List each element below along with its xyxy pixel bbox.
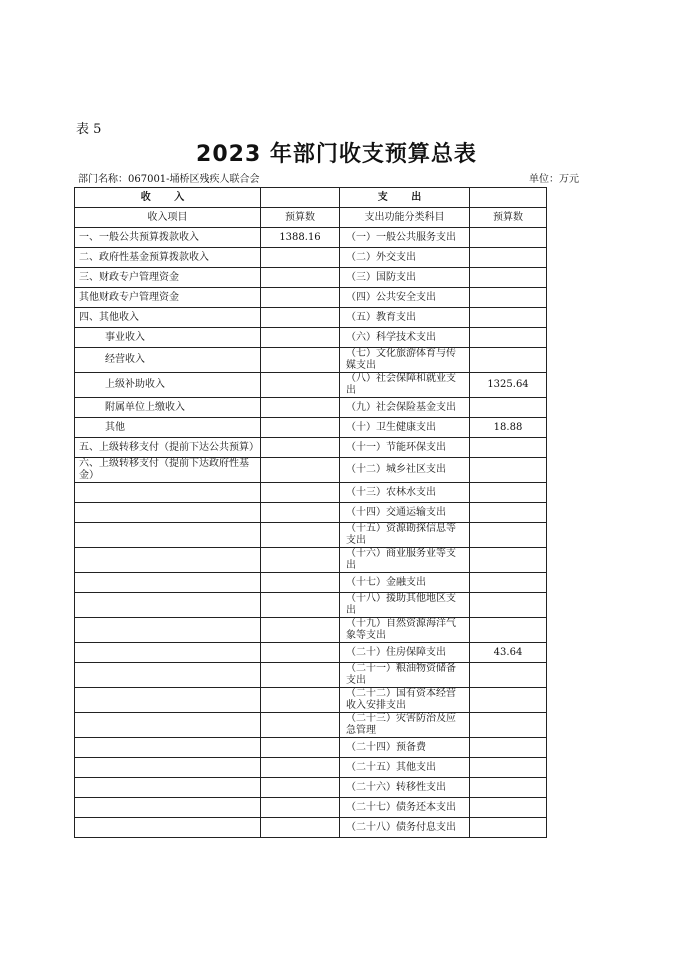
income-amount-cell: 1388.16 [261, 228, 340, 248]
income-amount-cell [261, 268, 340, 288]
income-item-cell [75, 818, 261, 838]
expense-item-header: 支出功能分类科目 [340, 208, 470, 228]
expense-header: 支 出 [340, 188, 470, 208]
header-blank [261, 188, 340, 208]
expense-amount-cell [470, 573, 547, 593]
table-row [75, 373, 547, 398]
income-amount-cell [261, 373, 340, 398]
expense-amount-cell [470, 778, 547, 798]
income-item-cell [75, 523, 261, 548]
expense-item-cell: （二十六）转移性支出 [340, 778, 470, 798]
income-amount-cell [261, 348, 340, 373]
table-row [75, 268, 547, 288]
income-amount-cell [261, 738, 340, 758]
expense-amount-cell [470, 438, 547, 458]
income-item-cell [75, 483, 261, 503]
expense-amount-cell [470, 738, 547, 758]
expense-amount-cell [470, 268, 547, 288]
income-amount-cell [261, 328, 340, 348]
table-row [75, 643, 547, 663]
income-item-cell: 三、财政专户管理资金 [75, 268, 261, 288]
income-amount-cell [261, 663, 340, 688]
income-amount-cell [261, 288, 340, 308]
expense-amount-cell [470, 593, 547, 618]
expense-item-cell: （十六）商业服务业等支出 [340, 548, 470, 573]
income-item-cell [75, 758, 261, 778]
table-number: 表 5 [76, 122, 102, 137]
expense-item-cell: （二十四）预备费 [340, 738, 470, 758]
income-item-cell [75, 778, 261, 798]
income-item-cell [75, 798, 261, 818]
expense-amount-cell [470, 713, 547, 738]
income-item-cell [75, 738, 261, 758]
table-row [75, 438, 547, 458]
income-item-cell [75, 618, 261, 643]
income-item-cell: 一、一般公共预算拨款收入 [75, 228, 261, 248]
income-item-cell: 经营收入 [75, 348, 261, 373]
table-row [75, 288, 547, 308]
income-amount-cell [261, 593, 340, 618]
expense-item-cell: （一）一般公共服务支出 [340, 228, 470, 248]
income-item-cell [75, 548, 261, 573]
expense-amount-cell: 1325.64 [470, 373, 547, 398]
table-row [75, 248, 547, 268]
income-item-cell: 六、上级转移支付（提前下达政府性基金） [75, 458, 261, 483]
expense-amount-cell [470, 688, 547, 713]
income-amount-cell [261, 458, 340, 483]
income-item-cell [75, 593, 261, 618]
expense-item-cell: （十一）节能环保支出 [340, 438, 470, 458]
expense-item-cell: （十九）自然资源海洋气象等支出 [340, 618, 470, 643]
table-row [75, 483, 547, 503]
expense-amount-cell [470, 548, 547, 573]
expense-amount-cell [470, 798, 547, 818]
table-row [75, 548, 547, 573]
income-item-cell [75, 688, 261, 713]
income-amount-cell [261, 758, 340, 778]
table-row [75, 758, 547, 778]
expense-amount-cell [470, 503, 547, 523]
income-amount-cell [261, 308, 340, 328]
expense-item-cell: （十七）金融支出 [340, 573, 470, 593]
table-row [75, 573, 547, 593]
expense-item-cell: （五）教育支出 [340, 308, 470, 328]
table-row [75, 618, 547, 643]
income-item-cell [75, 573, 261, 593]
income-amount-header: 预算数 [261, 208, 340, 228]
expense-amount-cell [470, 288, 547, 308]
income-item-cell [75, 713, 261, 738]
expense-item-cell: （十八）援助其他地区支出 [340, 593, 470, 618]
expense-item-cell: （二十一）粮油物资储备支出 [340, 663, 470, 688]
expense-item-cell: （二十五）其他支出 [340, 758, 470, 778]
income-item-cell: 事业收入 [75, 328, 261, 348]
unit-label: 单位：万元 [529, 174, 579, 185]
income-item-cell: 二、政府性基金预算拨款收入 [75, 248, 261, 268]
expense-amount-cell [470, 248, 547, 268]
income-item-cell: 五、上级转移支付（提前下达公共预算） [75, 438, 261, 458]
income-header: 收 入 [75, 188, 261, 208]
table-row [75, 778, 547, 798]
table-row [75, 688, 547, 713]
income-item-cell: 附属单位上缴收入 [75, 398, 261, 418]
header-blank [470, 188, 547, 208]
income-item-header: 收入项目 [75, 208, 261, 228]
table-row [75, 348, 547, 373]
income-item-cell [75, 663, 261, 688]
table-row [75, 308, 547, 328]
income-amount-cell [261, 688, 340, 713]
table-row [75, 228, 547, 248]
expense-item-cell: （十五）资源勘探信息等支出 [340, 523, 470, 548]
income-amount-cell [261, 398, 340, 418]
subheader-row [75, 208, 547, 228]
expense-item-cell: （十）卫生健康支出 [340, 418, 470, 438]
income-amount-cell [261, 713, 340, 738]
table-row [75, 798, 547, 818]
expense-item-cell: （八）社会保障和就业支出 [340, 373, 470, 398]
expense-amount-cell [470, 523, 547, 548]
expense-amount-cell [470, 618, 547, 643]
table-row [75, 418, 547, 438]
income-item-cell [75, 643, 261, 663]
expense-item-cell: （二十二）国有资本经营收入安排支出 [340, 688, 470, 713]
income-amount-cell [261, 643, 340, 663]
expense-amount-cell [470, 328, 547, 348]
income-amount-cell [261, 523, 340, 548]
expense-item-cell: （二十八）债务付息支出 [340, 818, 470, 838]
expense-amount-cell [470, 308, 547, 328]
page-title: 2023 年部门收支预算总表 [196, 142, 477, 167]
table-row [75, 523, 547, 548]
expense-item-cell: （二）外交支出 [340, 248, 470, 268]
income-item-cell [75, 503, 261, 523]
income-amount-cell [261, 618, 340, 643]
income-amount-cell [261, 573, 340, 593]
income-amount-cell [261, 798, 340, 818]
table-row [75, 593, 547, 618]
expense-amount-cell [470, 228, 547, 248]
expense-item-cell: （四）公共安全支出 [340, 288, 470, 308]
income-amount-cell [261, 418, 340, 438]
expense-amount-cell [470, 663, 547, 688]
expense-item-cell: （六）科学技术支出 [340, 328, 470, 348]
table-row [75, 713, 547, 738]
expense-amount-cell: 43.64 [470, 643, 547, 663]
expense-item-cell: （七）文化旅游体育与传媒支出 [340, 348, 470, 373]
expense-item-cell: （二十七）债务还本支出 [340, 798, 470, 818]
expense-amount-header: 预算数 [470, 208, 547, 228]
expense-item-cell: （十三）农林水支出 [340, 483, 470, 503]
expense-amount-cell [470, 758, 547, 778]
income-item-cell: 上级补助收入 [75, 373, 261, 398]
income-item-cell: 四、其他收入 [75, 308, 261, 328]
income-item-cell: 其他财政专户管理资金 [75, 288, 261, 308]
table-row [75, 328, 547, 348]
expense-amount-cell [470, 398, 547, 418]
table-row [75, 818, 547, 838]
income-amount-cell [261, 818, 340, 838]
expense-item-cell: （九）社会保险基金支出 [340, 398, 470, 418]
table-row [75, 458, 547, 483]
expense-item-cell: （二十三）灾害防治及应急管理 [340, 713, 470, 738]
table-row [75, 663, 547, 688]
expense-item-cell: （十四）交通运输支出 [340, 503, 470, 523]
expense-item-cell: （十二）城乡社区支出 [340, 458, 470, 483]
income-amount-cell [261, 503, 340, 523]
table-row [75, 398, 547, 418]
income-amount-cell [261, 548, 340, 573]
table-row [75, 738, 547, 758]
expense-amount-cell [470, 348, 547, 373]
income-amount-cell [261, 483, 340, 503]
table-row [75, 503, 547, 523]
expense-item-cell: （二十）住房保障支出 [340, 643, 470, 663]
header-row [75, 188, 547, 208]
expense-amount-cell [470, 458, 547, 483]
expense-amount-cell [470, 818, 547, 838]
income-amount-cell [261, 248, 340, 268]
expense-amount-cell [470, 483, 547, 503]
income-item-cell: 其他 [75, 418, 261, 438]
budget-table [74, 187, 547, 838]
income-amount-cell [261, 778, 340, 798]
department-label: 部门名称：067001-埇桥区残疾人联合会 [78, 174, 260, 185]
income-amount-cell [261, 438, 340, 458]
expense-amount-cell: 18.88 [470, 418, 547, 438]
expense-item-cell: （三）国防支出 [340, 268, 470, 288]
